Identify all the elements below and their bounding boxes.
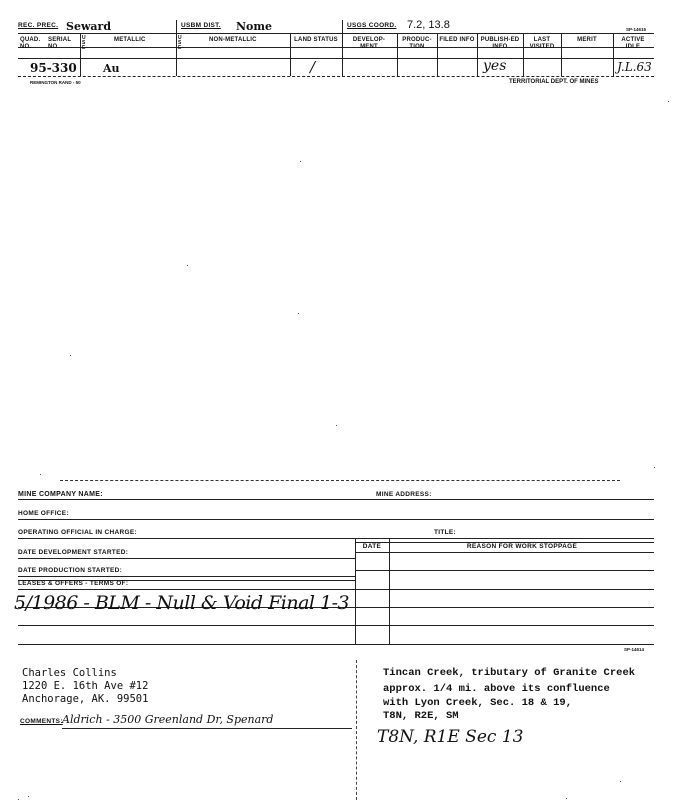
col-use-metallic: U S E (82, 35, 86, 51)
date-development-label: DATE DEVELOPMENT STARTED: (18, 549, 129, 556)
col-serial-no: SERIAL NO. (48, 37, 72, 50)
col-non-metallic: NON-METALLIC (209, 37, 257, 43)
home-office-label: HOME OFFICE: (18, 510, 69, 517)
location-line: Tincan Creek, tributary of Granite Creek (383, 667, 636, 679)
location-handwritten: T8N, R1E Sec 13 (377, 727, 524, 747)
location-line: approx. 1/4 mi. above its confluence (383, 683, 610, 695)
footer-left-print: REMINGTON RAND - 50 (30, 80, 81, 85)
comments-label: COMMENTS: (20, 718, 63, 725)
owner-line: Anchorage, AK. 99501 (22, 693, 149, 705)
col-last-visited: LAST VISITED (529, 37, 555, 50)
owner-line: 1220 E. 16th Ave #12 (22, 680, 149, 692)
published-info-value: yes (483, 58, 507, 74)
mine-company-name-label: MINE COMPANY NAME: (18, 491, 103, 498)
col-land-status: LAND STATUS (294, 37, 338, 43)
quad-serial-value: 95-330 (30, 61, 77, 75)
col-published-info: PUBLISH-ED INFO (480, 37, 520, 50)
back-form-number: SP-14614 (624, 647, 645, 652)
col-merit: MERIT (577, 37, 597, 43)
active-idle-value: J.L.63 (617, 60, 652, 74)
date-header: DATE (362, 543, 382, 550)
mine-address-label: MINE ADDRESS: (376, 491, 432, 498)
usbm-dist-label: USBM DIST. (181, 22, 221, 29)
col-quad-no: QUAD. NO. (20, 37, 41, 50)
land-status-value: / (310, 58, 316, 76)
top-form-number: SP-14615 (626, 27, 647, 32)
rec-prec-value: Seward (66, 20, 112, 33)
col-active-idle: ACTIVE IDLE (621, 37, 645, 50)
location-line: with Lyon Creek, Sec. 18 & 19, (383, 697, 573, 709)
usgs-coord-label: USGS COORD. (347, 22, 397, 29)
col-development: DEVELOP-MENT (352, 37, 386, 50)
usgs-coord-value: 7.2, 13.8 (407, 19, 450, 31)
date-production-label: DATE PRODUCTION STARTED: (18, 567, 123, 574)
col-use-nonmetallic: U S E (178, 35, 182, 51)
operating-official-label: OPERATING OFFICIAL IN CHARGE: (18, 529, 137, 536)
footer-right-print: TERRITORIAL DEPT. OF MINES (509, 79, 599, 85)
lease-handwritten: 5/1986 - BLM - Null & Void Final 1-3 (14, 592, 350, 614)
usbm-dist-value: Nome (236, 20, 273, 33)
rec-prec-label: REC. PREC. (18, 22, 59, 29)
location-line: T8N, R2E, SM (383, 710, 459, 722)
col-metallic: METALLIC (114, 37, 146, 43)
title-label: TITLE: (434, 529, 457, 536)
metallic-value: Au (103, 62, 120, 75)
reason-header: REASON FOR WORK STOPPAGE (466, 543, 578, 550)
col-production: PRODUC-TION (402, 37, 432, 50)
comments-handwritten: Aldrich - 3500 Greenland Dr, Spenard (62, 713, 274, 726)
col-filed-info: FILED INFO (439, 37, 475, 43)
leases-label: LEASES & OFFERS - TERMS OF: (18, 580, 129, 587)
owner-line: Charles Collins (22, 667, 117, 679)
